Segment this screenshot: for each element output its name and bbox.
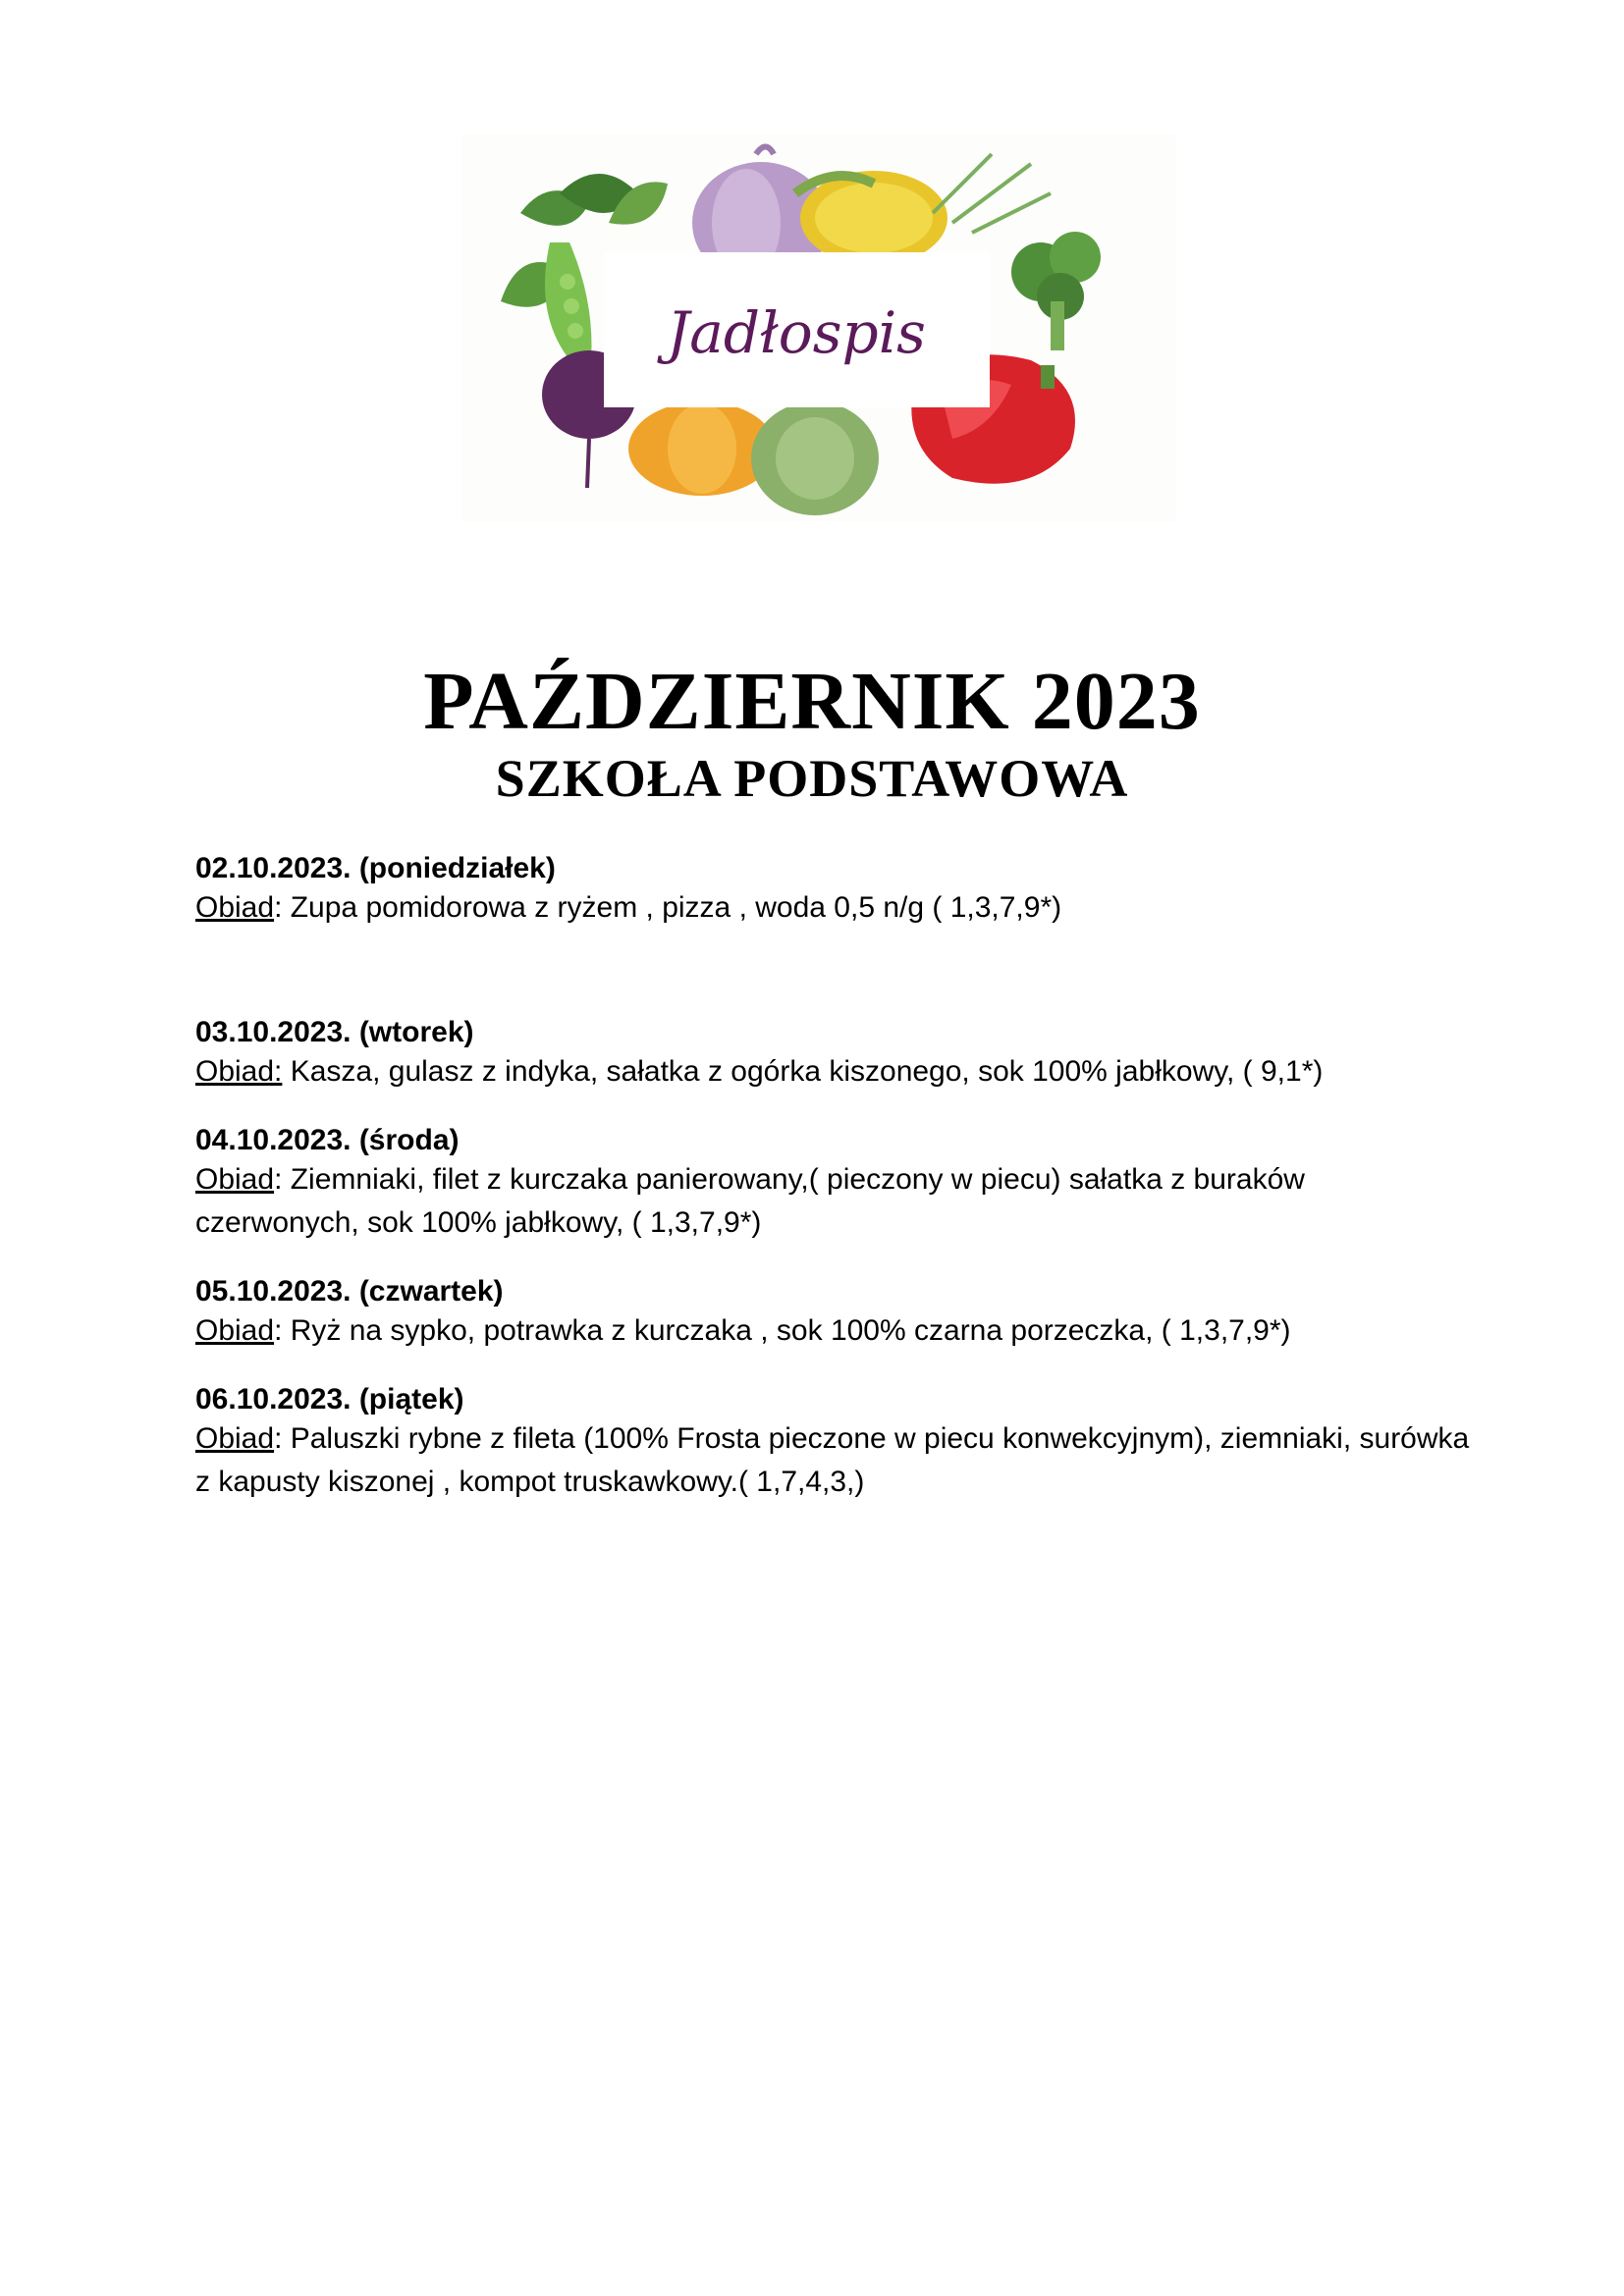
entry-date: 05.10.2023. (czwartek) bbox=[195, 1275, 504, 1308]
menu-entry bbox=[195, 1014, 1472, 1094]
menu-entry bbox=[195, 850, 1472, 930]
meal-description: : Ziemniaki, filet z kurczaka panierowany,( pieczony w piecu) sałatka z buraków czerwonych, sok 100% jabłkowy, ( 1,3,7,9*) bbox=[195, 1163, 1305, 1239]
meal-description: : Paluszki rybne z fileta (100% Frosta pieczone w piecu konwekcyjnym), ziemniaki, surówka z kapusty kiszonej , kompot truskawkowy.( 1,7,4,3,) bbox=[195, 1422, 1470, 1498]
entry-date: 06.10.2023. (piątek) bbox=[195, 1383, 464, 1415]
logo-text: Jadłospis bbox=[667, 299, 926, 366]
vegetables-banner bbox=[461, 134, 1176, 522]
meal-label: Obiad bbox=[195, 1314, 275, 1347]
meal-description: Kasza, gulasz z indyka, sałatka z ogórka kiszonego, sok 100% jabłkowy, ( 9,1*) bbox=[282, 1055, 1324, 1088]
menu-list bbox=[195, 850, 1472, 1504]
menu-entry bbox=[195, 1381, 1472, 1504]
meal-description: : Zupa pomidorowa z ryżem , pizza , woda 0,5 n/g ( 1,3,7,9*) bbox=[274, 891, 1062, 924]
meal-label: Obiad bbox=[195, 891, 275, 924]
vegetables-wreath-icon bbox=[461, 134, 1176, 522]
meal-label: Obiad: bbox=[195, 1055, 283, 1088]
entry-date: 03.10.2023. (wtorek) bbox=[195, 1016, 474, 1048]
page-title: PAŹDZIERNIK 2023 bbox=[423, 656, 1201, 747]
meal-label: Obiad bbox=[195, 1422, 275, 1455]
meal-label: Obiad bbox=[195, 1163, 275, 1196]
menu-entry bbox=[195, 1273, 1472, 1353]
menu-entry bbox=[195, 1122, 1472, 1245]
meal-description: : Ryż na sypko, potrawka z kurczaka , sok 100% czarna porzeczka, ( 1,3,7,9*) bbox=[274, 1314, 1291, 1347]
page-subtitle: SZKOŁA PODSTAWOWA bbox=[495, 749, 1129, 808]
entry-date: 04.10.2023. (środa) bbox=[195, 1124, 460, 1156]
entry-date: 02.10.2023. (poniedziałek) bbox=[195, 852, 556, 884]
